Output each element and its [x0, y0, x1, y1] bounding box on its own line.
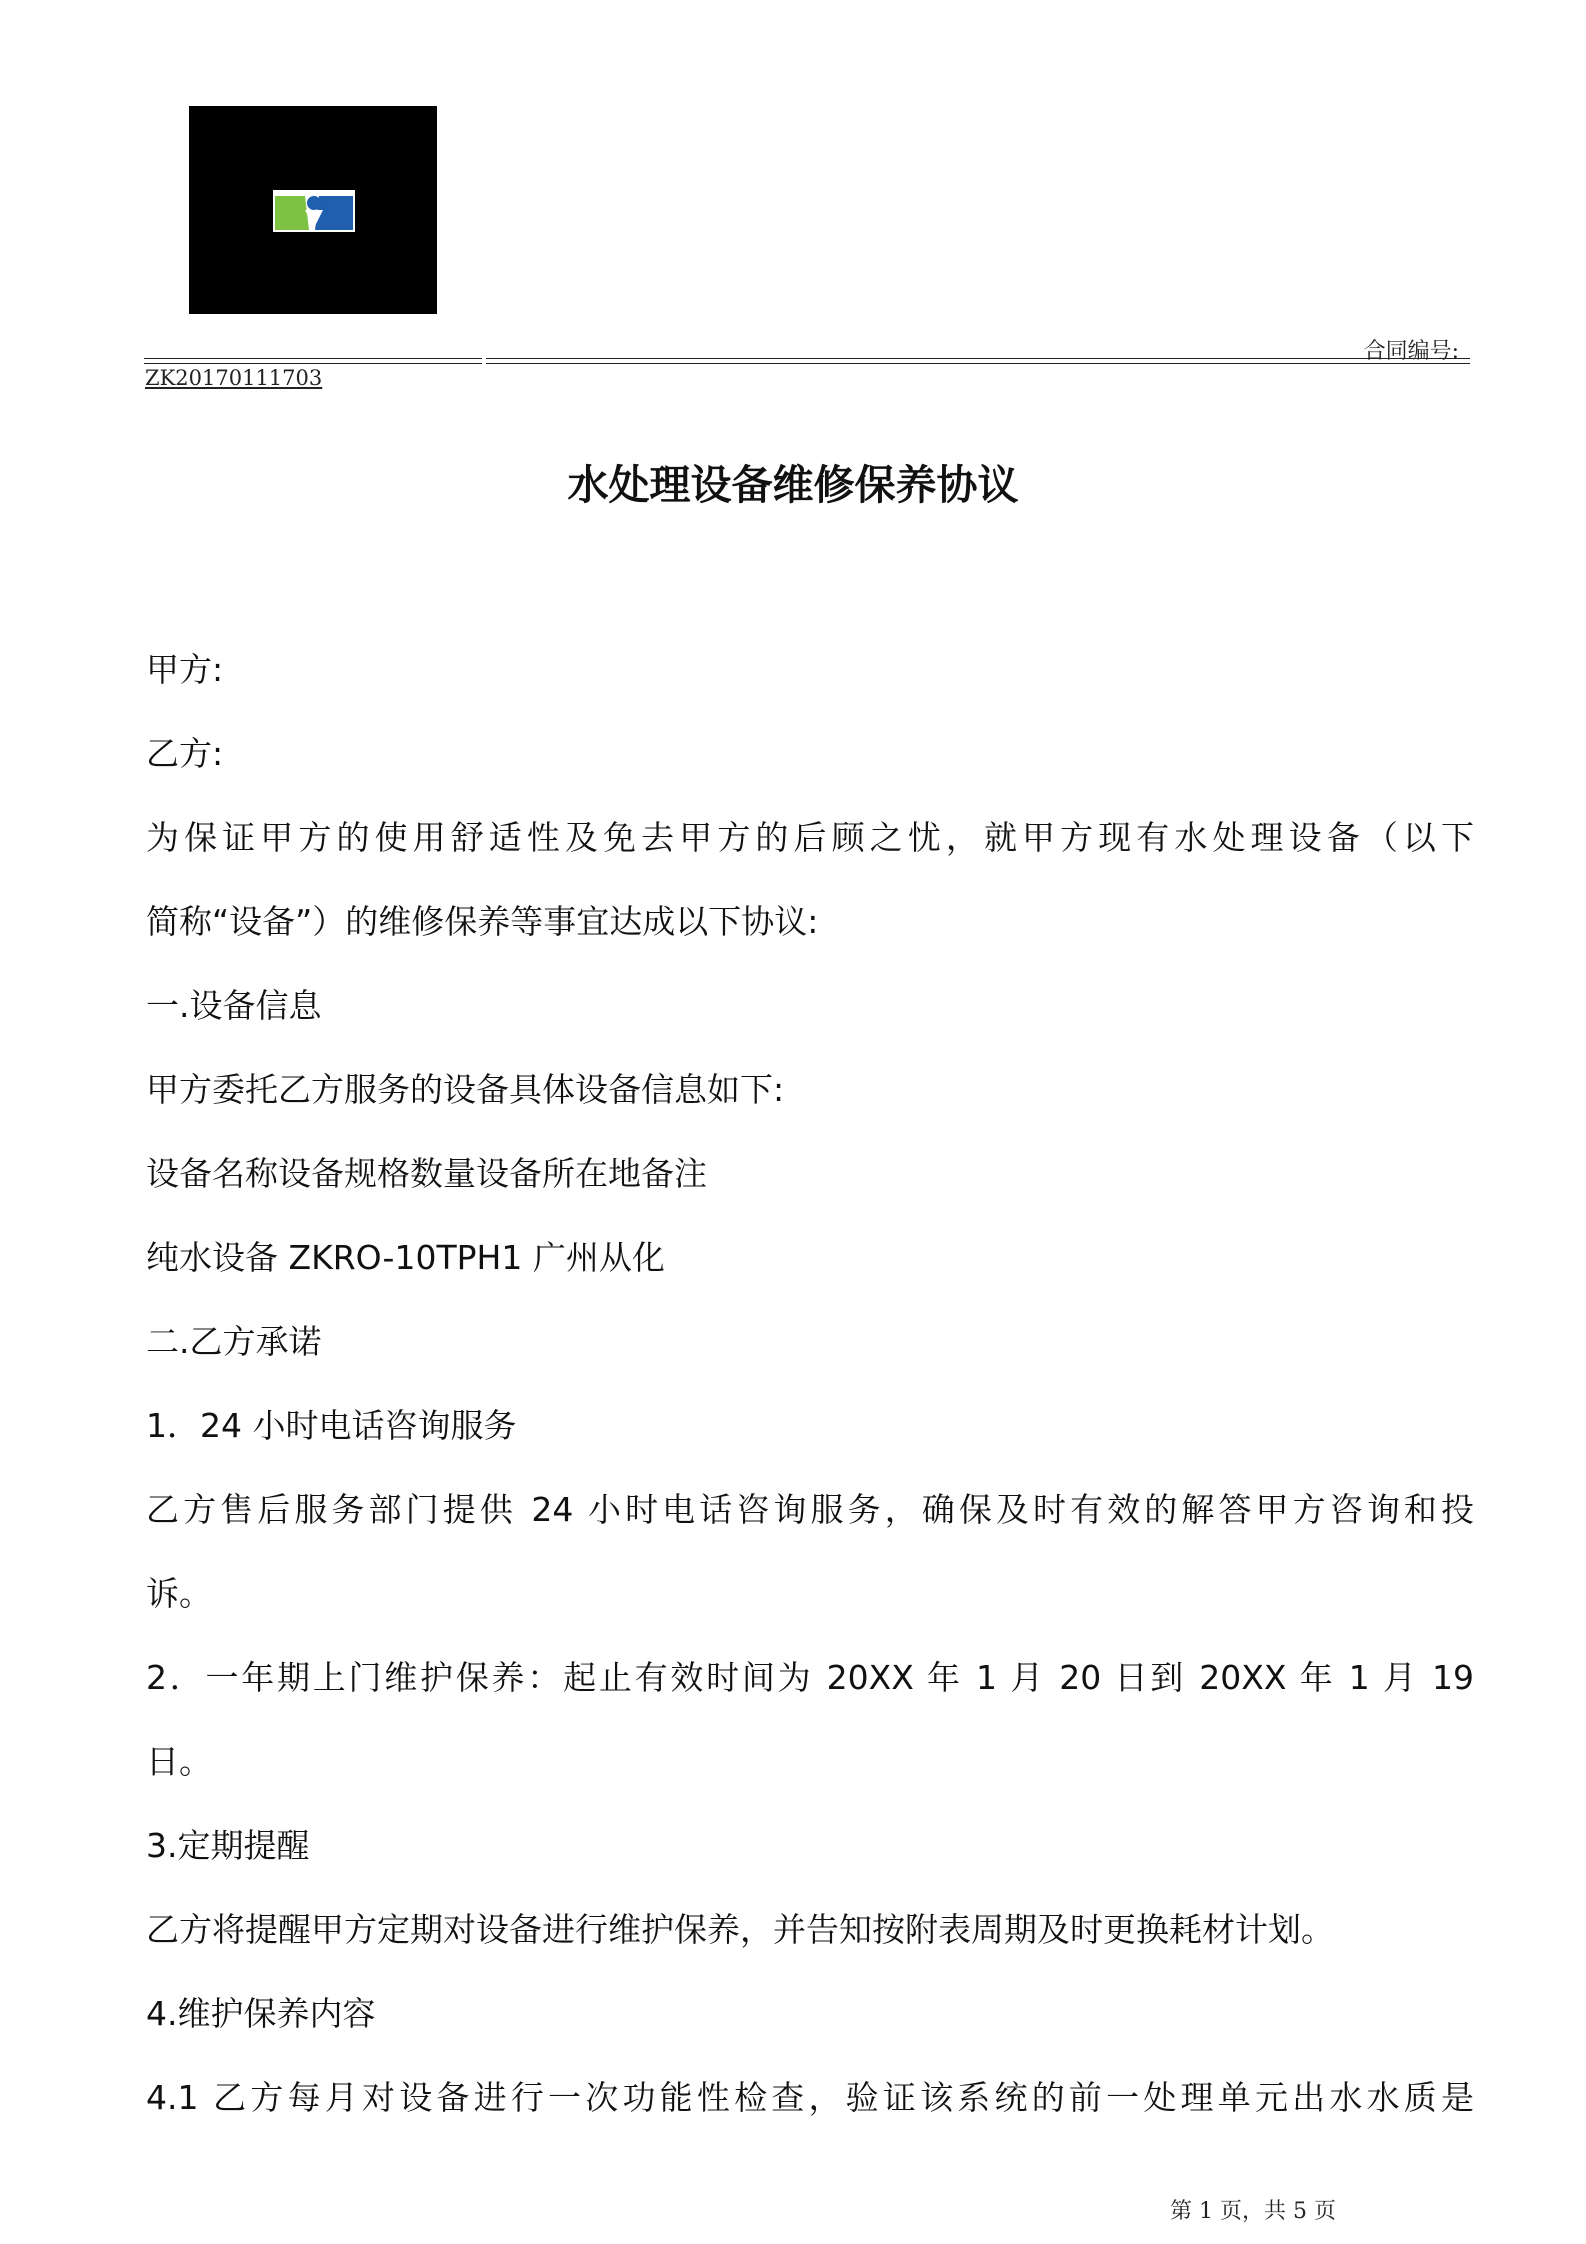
subsection-heading: 1．24 小时电话咨询服务 [146, 1406, 517, 1445]
header-rule-left [144, 358, 482, 364]
document-body [146, 643, 1474, 2155]
company-logo [189, 106, 437, 314]
party-b-line: 乙方: [146, 734, 224, 773]
section-heading: 二.乙方承诺 [146, 1322, 322, 1361]
paragraph-line: 甲方委托乙方服务的设备具体设备信息如下: [146, 1070, 785, 1109]
subsection-heading: 4.维护保养内容 [146, 1994, 376, 2033]
paragraph-line: 2．一年期上门维护保养：起止有效时间为 20XX 年 1 月 20 日到 20XX 年 1 月 19 [146, 1658, 1474, 1697]
paragraph-line: 简称“设备”）的维修保养等事宜达成以下协议: [146, 902, 819, 941]
equipment-table-header: 设备名称设备规格数量设备所在地备注 [146, 1154, 707, 1193]
paragraph-line: 日。 [146, 1742, 212, 1781]
paragraph-line: 乙方将提醒甲方定期对设备进行维护保养，并告知按附表周期及时更换耗材计划。 [146, 1910, 1334, 1949]
section-heading: 一.设备信息 [146, 986, 322, 1025]
header-rule-right [486, 358, 1470, 364]
document-title: 水处理设备维修保养协议 [567, 461, 1019, 509]
contract-number: ZK20170111703 [145, 366, 323, 390]
page-number-footer: 第 1 页，共 5 页 [1170, 2199, 1336, 2224]
logo-mark-icon [273, 190, 355, 232]
paragraph-line: 4.1 乙方每月对设备进行一次功能性检查，验证该系统的前一处理单元出水水质是 [146, 2078, 1474, 2117]
equipment-table-row: 纯水设备 ZKRO-10TPH1 广州从化 [146, 1238, 665, 1277]
paragraph-line: 为保证甲方的使用舒适性及免去甲方的后顾之忧，就甲方现有水处理设备（以下 [146, 818, 1474, 857]
subsection-heading: 3.定期提醒 [146, 1826, 310, 1865]
paragraph-line: 乙方售后服务部门提供 24 小时电话咨询服务，确保及时有效的解答甲方咨询和投 [146, 1490, 1474, 1529]
party-a-line: 甲方: [146, 650, 224, 689]
contract-number-label: 合同编号: [1363, 339, 1459, 364]
paragraph-line: 诉。 [146, 1574, 212, 1613]
